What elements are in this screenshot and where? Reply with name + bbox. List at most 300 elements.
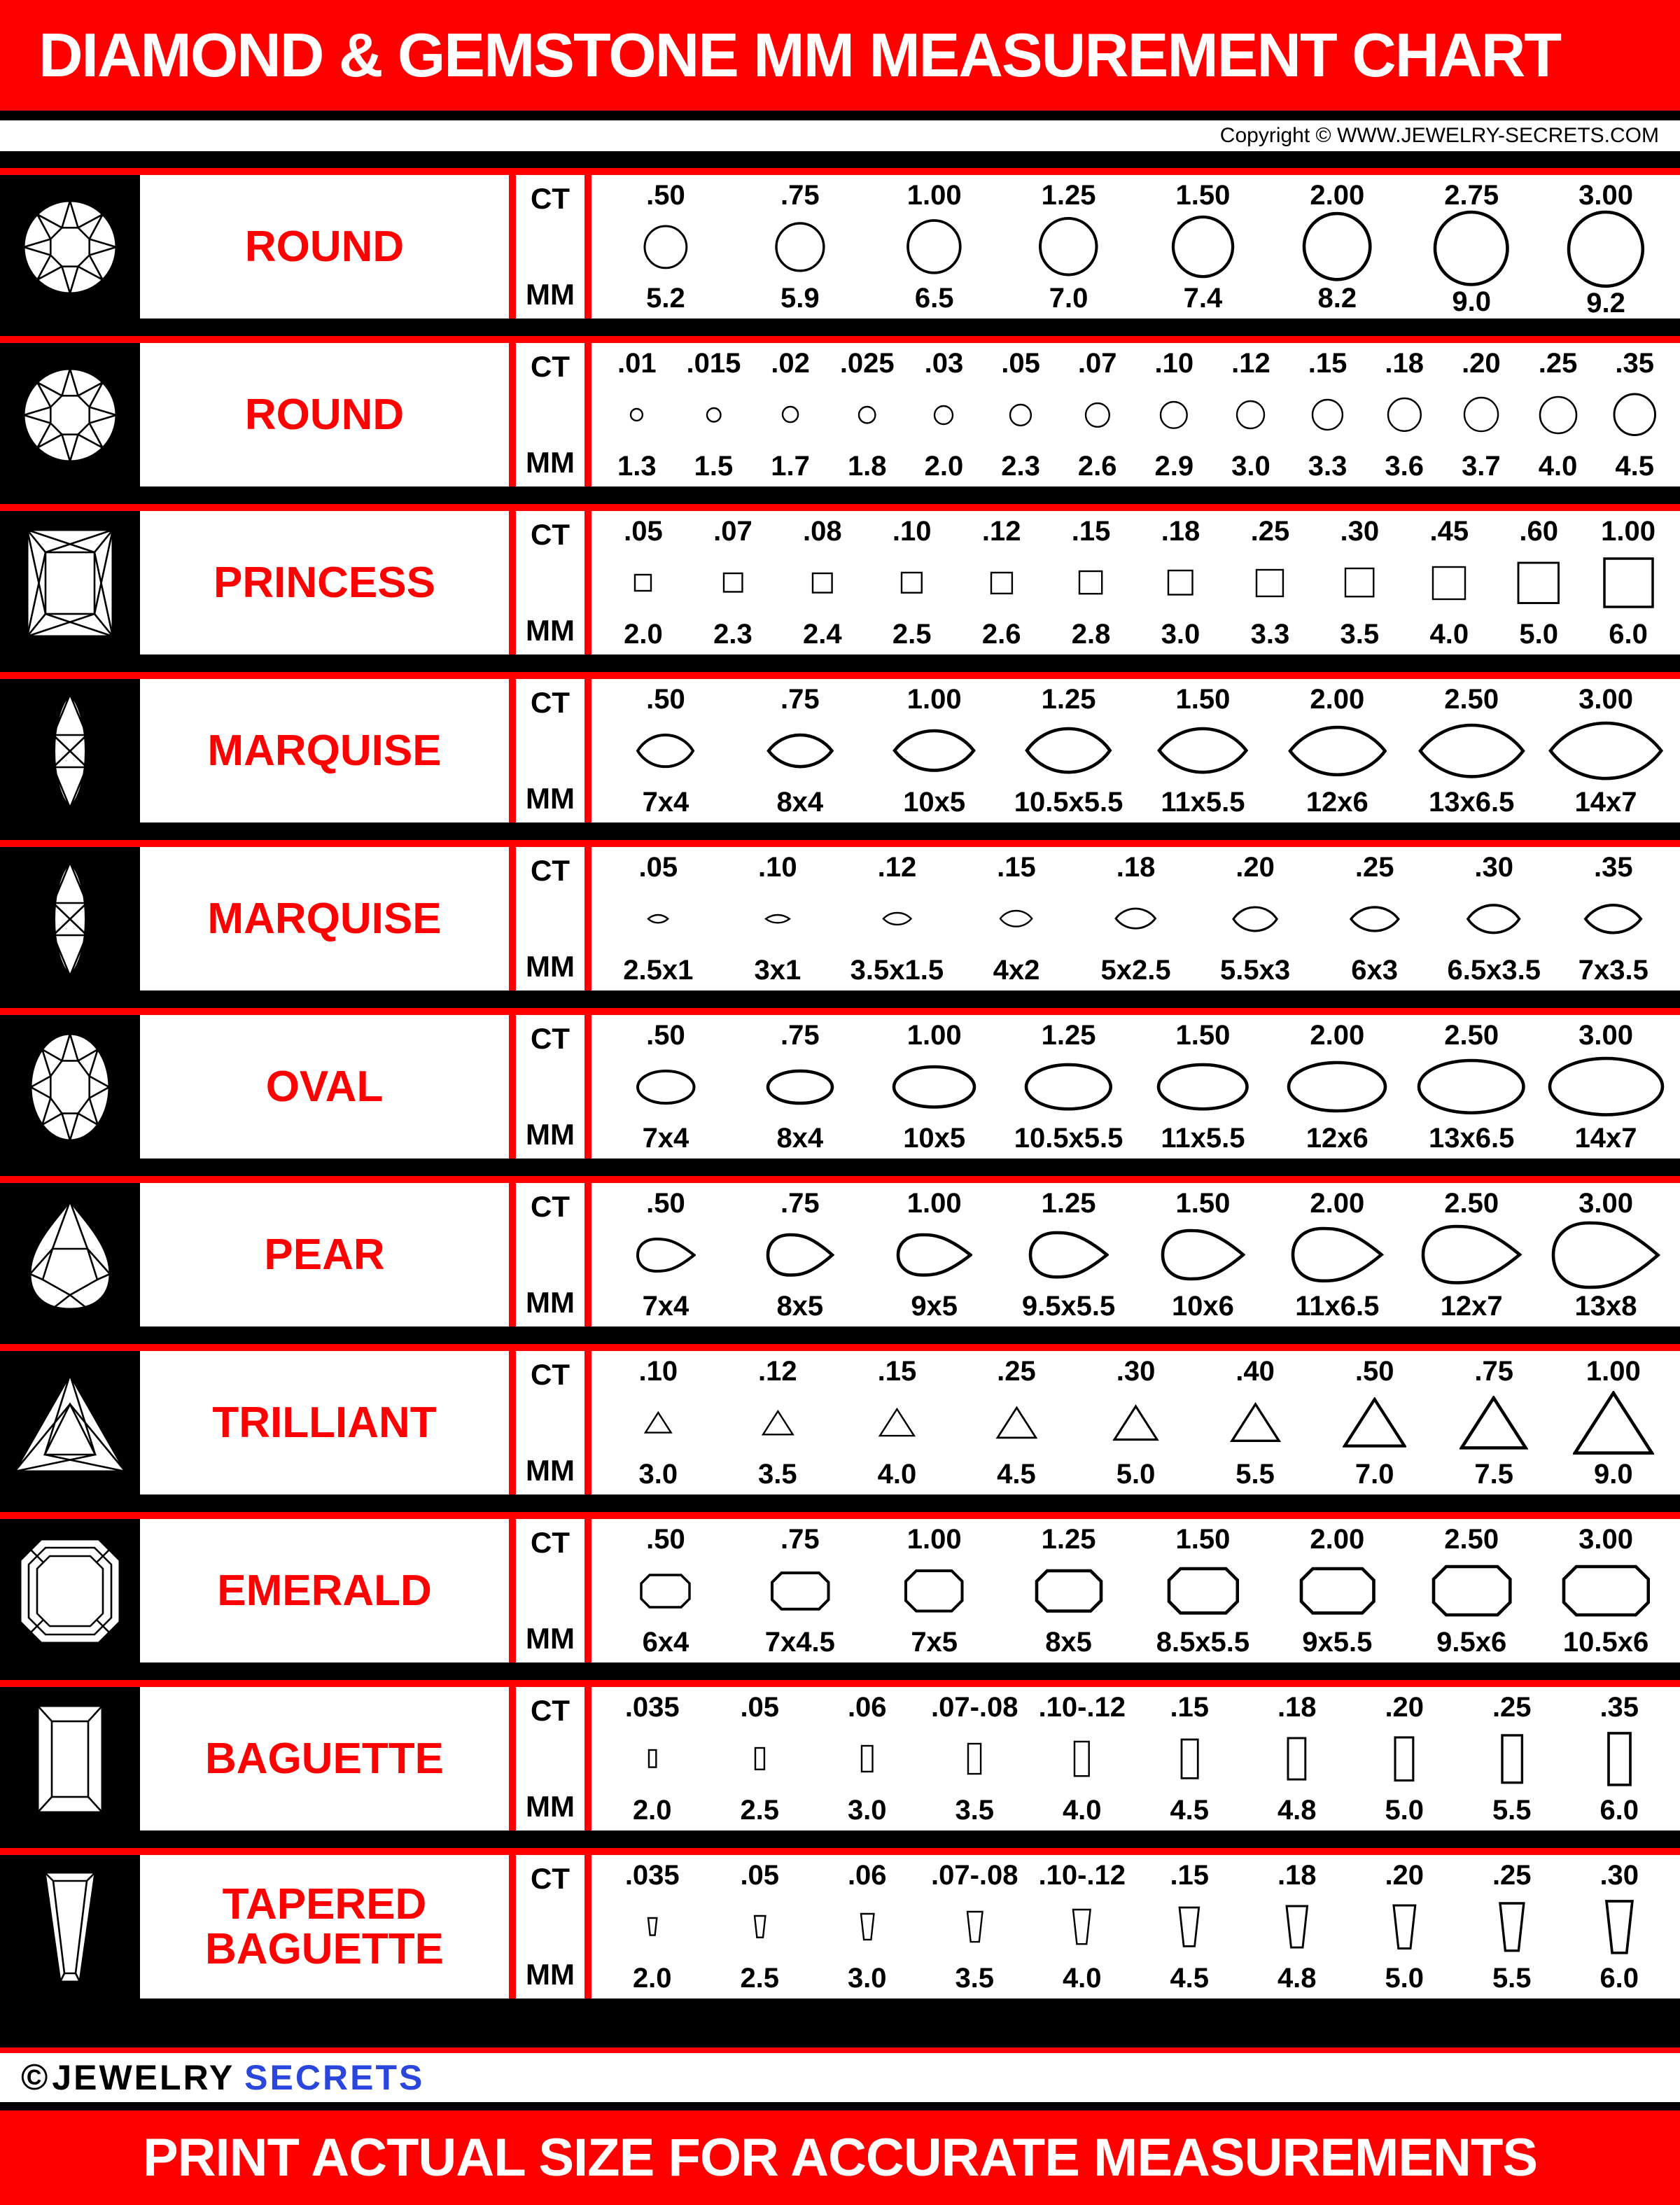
ct-value: .20	[1462, 348, 1501, 379]
emerald-shape	[1299, 1554, 1376, 1628]
mm-value: 4.5	[997, 1459, 1036, 1490]
marquise-shape	[1114, 882, 1158, 955]
mm-value: 8x4	[776, 1123, 824, 1154]
mm-label: MM	[526, 1454, 575, 1487]
shape-name: OVAL	[140, 1015, 509, 1158]
mm-value: 4.5	[1615, 451, 1654, 482]
princess-shape	[1602, 546, 1655, 620]
unit-labels	[516, 1015, 584, 1158]
ct-value: .07	[713, 516, 752, 547]
mm-label: MM	[526, 1118, 575, 1151]
mm-value: 10.5x6	[1562, 1627, 1649, 1658]
round-shape	[1612, 378, 1658, 451]
trilliant-shape	[1230, 1386, 1281, 1460]
mm-value: 5x2.5	[1100, 955, 1171, 986]
tapered-baguette-shape	[1392, 1890, 1418, 1963]
trilliant-shape	[1112, 1386, 1159, 1460]
mm-value: 6.0	[1600, 1963, 1639, 1994]
ct-value: .75	[780, 180, 820, 211]
mm-value: 5.5	[1492, 1963, 1532, 1994]
size-cell	[906, 349, 983, 481]
size-cell	[957, 1357, 1077, 1489]
size-cell	[1002, 1525, 1136, 1657]
shape-name: TRILLIANT	[140, 1351, 509, 1494]
tapered-baguette-diamond-icon	[0, 1855, 140, 1998]
size-cell	[867, 685, 1002, 817]
size-cell	[982, 349, 1059, 481]
trilliant-shape	[1343, 1386, 1406, 1460]
ct-value: .75	[780, 684, 820, 715]
oval-shape	[1024, 1050, 1113, 1124]
princess-shape	[1077, 546, 1104, 620]
ct-value: 1.25	[1041, 1020, 1096, 1051]
chart-row-baguette	[0, 1680, 1680, 1848]
unit-labels	[516, 1183, 584, 1326]
size-columns	[592, 847, 1680, 990]
ct-value: 2.50	[1444, 1188, 1499, 1219]
trilliant-shape	[643, 1386, 673, 1460]
size-cell	[1404, 1525, 1539, 1657]
marquise-shape	[1231, 882, 1279, 955]
size-cell	[1458, 1861, 1566, 1993]
ct-value: .025	[839, 348, 895, 379]
unit-labels	[516, 679, 584, 822]
size-cell	[1566, 1861, 1674, 1993]
marquise-shape	[892, 714, 976, 788]
red-divider	[584, 1015, 592, 1158]
size-cell	[1270, 685, 1404, 817]
logo-copyright-icon: ©	[21, 2057, 48, 2098]
size-cell	[1270, 1021, 1404, 1153]
mm-value: 2.6	[1077, 451, 1117, 482]
size-cell	[1434, 853, 1554, 985]
ct-value: .75	[780, 1020, 820, 1051]
ct-value: .40	[1236, 1356, 1275, 1387]
ct-value: 1.00	[1601, 516, 1656, 547]
princess-shape	[1343, 546, 1376, 620]
chart-row-marquise	[0, 672, 1680, 840]
red-divider	[584, 1855, 592, 1998]
mm-value: 13x6.5	[1429, 787, 1515, 818]
chart-row-pear	[0, 1176, 1680, 1344]
trilliant-shape	[1460, 1386, 1528, 1460]
size-cell	[706, 1861, 814, 1993]
trilliant-shape	[761, 1386, 795, 1460]
size-cell	[778, 517, 867, 649]
pear-shape	[1291, 1218, 1384, 1292]
tapered-baguette-shape	[752, 1890, 767, 1963]
size-cell	[1136, 1189, 1270, 1321]
ct-value: .18	[1161, 516, 1200, 547]
mm-value: 4.0	[1429, 619, 1469, 650]
size-cell	[688, 517, 778, 649]
emerald-diamond-icon	[0, 1519, 140, 1662]
mm-label: MM	[526, 278, 575, 311]
size-cell	[1520, 349, 1597, 481]
ct-value: .05	[1001, 348, 1040, 379]
emerald-shape	[904, 1554, 965, 1628]
ct-value: .50	[646, 1524, 685, 1555]
round-shape	[857, 378, 877, 451]
round-shape	[643, 210, 689, 284]
ct-value: .10	[1154, 348, 1194, 379]
pear-shape	[1028, 1218, 1109, 1292]
mm-value: 3.6	[1385, 451, 1424, 482]
mm-value: 9.2	[1586, 287, 1625, 318]
mm-value: 12x6	[1306, 787, 1368, 818]
size-cell	[1136, 1525, 1270, 1657]
footer-banner	[0, 2110, 1680, 2205]
round-shape	[1235, 378, 1266, 451]
size-cell	[867, 181, 1002, 313]
round-shape	[1462, 378, 1500, 451]
size-cell	[1076, 1357, 1196, 1489]
mm-value: 3.7	[1462, 451, 1501, 482]
mm-value: 5.5x3	[1220, 955, 1291, 986]
round-shape	[1433, 210, 1510, 287]
marquise-shape	[1349, 882, 1401, 955]
mm-value: 8.5x5.5	[1156, 1627, 1250, 1658]
mm-value: 2.6	[981, 619, 1021, 650]
unit-labels	[516, 1855, 584, 1998]
size-cell	[921, 1861, 1029, 1993]
divider-stripe	[0, 2016, 1680, 2047]
ct-value: .25	[997, 1356, 1036, 1387]
size-cell	[598, 1525, 733, 1657]
mm-value: 6x4	[642, 1627, 690, 1658]
size-cell	[1046, 517, 1136, 649]
size-cell	[837, 853, 957, 985]
ct-value: 3.00	[1578, 1524, 1633, 1555]
mm-value: 6.0	[1600, 1795, 1639, 1826]
baguette-shape	[1072, 1722, 1091, 1795]
ct-value: .01	[617, 348, 657, 379]
size-columns	[592, 679, 1680, 822]
size-cell	[1002, 1189, 1136, 1321]
mm-value: 7.5	[1474, 1459, 1514, 1490]
red-rule	[0, 2047, 1680, 2053]
ct-value: .25	[1492, 1692, 1532, 1723]
red-divider	[584, 1687, 592, 1830]
mm-value: 7.4	[1183, 283, 1223, 314]
logo-jewelry-text: JEWELRY	[52, 2058, 235, 2097]
round-shape	[1386, 378, 1423, 451]
mm-value: 3.5	[758, 1459, 797, 1490]
size-cell	[1243, 1861, 1351, 1993]
ct-value: 3.00	[1578, 684, 1633, 715]
emerald-shape	[1035, 1554, 1103, 1628]
chart-row-emerald	[0, 1512, 1680, 1680]
ct-value: .18	[1385, 348, 1424, 379]
red-divider	[509, 1687, 516, 1830]
ct-value: .15	[1170, 1692, 1210, 1723]
size-cell	[598, 1861, 706, 1993]
marquise-shape	[1025, 714, 1112, 788]
size-cell	[598, 181, 733, 313]
red-divider	[584, 679, 592, 822]
red-divider	[584, 1519, 592, 1662]
tapered-baguette-shape	[646, 1890, 659, 1963]
size-cell	[1539, 1525, 1673, 1657]
shape-name: ROUND	[140, 343, 509, 486]
marquise-shape	[1418, 714, 1525, 788]
ct-value: .50	[646, 1188, 685, 1219]
ct-value: .12	[981, 516, 1021, 547]
footer-text: PRINT ACTUAL SIZE FOR ACCURATE MEASUREMENTS	[142, 2128, 1538, 2188]
mm-value: 6.5	[914, 283, 954, 314]
ct-value: .12	[758, 1356, 797, 1387]
size-cell	[1270, 181, 1404, 313]
ct-value: .25	[1250, 516, 1290, 547]
ct-value: .07-.08	[930, 1692, 1018, 1723]
size-cell	[1136, 685, 1270, 817]
size-cell	[813, 1693, 921, 1825]
mm-value: 2.5	[740, 1795, 780, 1826]
size-cell	[733, 1189, 867, 1321]
size-cell	[1135, 349, 1212, 481]
size-cell	[829, 349, 906, 481]
chart-row-marquise	[0, 840, 1680, 1008]
ct-value: 2.00	[1310, 1188, 1365, 1219]
mm-value: 5.0	[1385, 1963, 1424, 1994]
divider-stripe	[0, 2102, 1680, 2110]
divider-stripe	[0, 111, 1680, 120]
size-cell	[733, 181, 867, 313]
mm-value: 7x4	[642, 1291, 690, 1322]
marquise-diamond-icon	[0, 679, 140, 822]
mm-label: MM	[526, 782, 575, 815]
size-cell	[1566, 1693, 1674, 1825]
size-cell	[598, 1189, 733, 1321]
size-cell	[1494, 517, 1583, 649]
princess-diamond-icon	[0, 511, 140, 654]
round-shape	[774, 210, 826, 284]
mm-value: 7x5	[911, 1627, 958, 1658]
mm-value: 11x5.5	[1161, 1123, 1245, 1154]
emerald-shape	[770, 1554, 831, 1628]
princess-shape	[633, 546, 653, 620]
ct-value: .18	[1116, 852, 1156, 883]
ct-value: .18	[1277, 1692, 1317, 1723]
ct-value: .10-.12	[1038, 1860, 1126, 1891]
ct-value: .10-.12	[1038, 1692, 1126, 1723]
ct-value: 1.50	[1175, 1020, 1231, 1051]
mm-value: 3.0	[638, 1459, 678, 1490]
baguette-shape	[1393, 1722, 1415, 1795]
ct-value: 1.00	[906, 180, 962, 211]
princess-shape	[1166, 546, 1195, 620]
ct-value: .25	[1538, 348, 1578, 379]
ct-value: 2.50	[1444, 1020, 1499, 1051]
ct-label: CT	[531, 686, 570, 719]
princess-shape	[899, 546, 924, 620]
unit-labels	[516, 343, 584, 486]
size-cell	[957, 853, 1077, 985]
ct-value: .50	[646, 1020, 685, 1051]
chart-rows	[0, 168, 1680, 2016]
ct-value: 1.50	[1175, 1188, 1231, 1219]
ct-value: .15	[997, 852, 1036, 883]
mm-value: 6.5x3.5	[1447, 955, 1541, 986]
baguette-shape	[966, 1722, 983, 1795]
round-shape	[1171, 210, 1235, 284]
trilliant-diamond-icon	[0, 1351, 140, 1494]
unit-labels	[516, 1687, 584, 1830]
mm-value: 2.9	[1154, 451, 1194, 482]
round-shape	[1302, 210, 1372, 284]
mm-value: 14x7	[1574, 787, 1637, 818]
size-cell	[1289, 349, 1366, 481]
pear-shape	[1161, 1218, 1245, 1292]
mm-value: 3.0	[1161, 619, 1200, 650]
mm-label: MM	[526, 446, 575, 479]
trilliant-shape	[1573, 1386, 1654, 1460]
ct-value: .08	[803, 516, 842, 547]
ct-value: 1.25	[1041, 180, 1096, 211]
mm-value: 3.0	[847, 1963, 887, 1994]
ct-value: .30	[1340, 516, 1380, 547]
mm-value: 5.5	[1236, 1459, 1275, 1490]
logo-secrets-text: SECRETS	[244, 2058, 425, 2097]
shape-name: PRINCESS	[140, 511, 509, 654]
unit-labels	[516, 175, 584, 318]
tapered-baguette-shape	[1071, 1890, 1093, 1963]
size-cell	[1443, 349, 1520, 481]
mm-value: 13x6.5	[1429, 1123, 1515, 1154]
ct-value: .02	[771, 348, 810, 379]
red-divider	[584, 847, 592, 990]
size-cell	[1458, 1693, 1566, 1825]
emerald-shape	[1167, 1554, 1240, 1628]
ct-value: .05	[638, 852, 678, 883]
ct-value: .07	[1077, 348, 1117, 379]
mm-value: 1.8	[847, 451, 887, 482]
mm-value: 9x5.5	[1302, 1627, 1373, 1658]
ct-value: .75	[780, 1188, 820, 1219]
ct-value: .05	[740, 1860, 780, 1891]
princess-shape	[1431, 546, 1467, 620]
ct-label: CT	[531, 1694, 570, 1727]
round-shape	[1310, 378, 1345, 451]
mm-value: 4.8	[1277, 1795, 1317, 1826]
chart-row-tapered-baguette	[0, 1848, 1680, 2016]
baguette-shape	[1500, 1722, 1524, 1795]
mm-value: 7x4	[642, 787, 690, 818]
mm-value: 5.0	[1116, 1459, 1156, 1490]
emerald-shape	[1562, 1554, 1651, 1628]
mm-value: 13x8	[1574, 1291, 1637, 1322]
ct-value: 2.50	[1444, 684, 1499, 715]
ct-label: CT	[531, 182, 570, 215]
size-cell	[598, 1021, 733, 1153]
ct-value: 1.00	[906, 1524, 962, 1555]
mm-value: 7.0	[1354, 1459, 1394, 1490]
size-cell	[867, 1189, 1002, 1321]
red-divider	[509, 1519, 516, 1662]
unit-labels	[516, 847, 584, 990]
size-cell	[1076, 853, 1196, 985]
marquise-shape	[1466, 882, 1522, 955]
round-shape	[705, 378, 723, 451]
size-cell	[598, 853, 718, 985]
oval-diamond-icon	[0, 1015, 140, 1158]
emerald-shape	[639, 1554, 692, 1628]
ct-label: CT	[531, 1190, 570, 1223]
mm-value: 4.0	[1062, 1795, 1102, 1826]
shape-name: ROUND	[140, 175, 509, 318]
mm-value: 4.0	[877, 1459, 917, 1490]
ct-value: .15	[877, 1356, 917, 1387]
mm-value: 8x4	[776, 787, 824, 818]
tapered-baguette-shape	[859, 1890, 876, 1963]
mm-value: 4.0	[1062, 1963, 1102, 1994]
ct-value: 1.50	[1175, 180, 1231, 211]
size-cell	[1002, 685, 1136, 817]
mm-value: 3.0	[1231, 451, 1270, 482]
mm-value: 4x2	[993, 955, 1040, 986]
trilliant-shape	[878, 1386, 916, 1460]
oval-shape	[1417, 1050, 1526, 1124]
mm-value: 2.5	[892, 619, 932, 650]
ct-value: .50	[646, 180, 685, 211]
mm-value: 4.0	[1538, 451, 1578, 482]
ct-value: .03	[924, 348, 964, 379]
size-cell	[1136, 1693, 1244, 1825]
divider-stripe	[0, 151, 1680, 168]
ct-value: 1.00	[1586, 1356, 1641, 1387]
unit-labels	[516, 1351, 584, 1494]
ct-value: .15	[1308, 348, 1348, 379]
mm-value: 10x6	[1171, 1291, 1234, 1322]
round-shape	[932, 378, 955, 451]
marquise-shape	[998, 882, 1034, 955]
size-cell	[1366, 349, 1443, 481]
ct-value: .30	[1474, 852, 1514, 883]
ct-value: .20	[1236, 852, 1275, 883]
unit-labels	[516, 1519, 584, 1662]
pear-shape	[1421, 1218, 1522, 1292]
mm-value: 14x7	[1574, 1123, 1637, 1154]
princess-shape	[1516, 546, 1561, 620]
shape-name: MARQUISE	[140, 679, 509, 822]
round-shape	[1038, 210, 1099, 284]
ct-value: 1.00	[906, 1020, 962, 1051]
marquise-diamond-icon	[0, 847, 140, 990]
mm-value: 9.5x5.5	[1021, 1291, 1116, 1322]
red-divider	[584, 1183, 592, 1326]
mm-value: 2.5x1	[623, 955, 694, 986]
baguette-diamond-icon	[0, 1687, 140, 1830]
marquise-shape	[881, 882, 913, 955]
size-cell	[867, 517, 957, 649]
oval-shape	[892, 1050, 976, 1124]
baguette-shape	[1606, 1722, 1632, 1795]
size-cell	[1539, 685, 1673, 817]
chart-row-oval	[0, 1008, 1680, 1176]
pear-shape	[636, 1218, 696, 1292]
mm-value: 11x6.5	[1295, 1291, 1380, 1322]
ct-value: .12	[1231, 348, 1270, 379]
size-cell	[598, 1693, 706, 1825]
size-cell	[1404, 517, 1494, 649]
pear-shape	[766, 1218, 834, 1292]
mm-value: 10.5x5.5	[1014, 787, 1124, 818]
trilliant-shape	[995, 1386, 1038, 1460]
size-cell	[733, 1021, 867, 1153]
ct-value: .45	[1429, 516, 1469, 547]
mm-value: 5.5	[1492, 1795, 1532, 1826]
size-cell	[1539, 1021, 1673, 1153]
